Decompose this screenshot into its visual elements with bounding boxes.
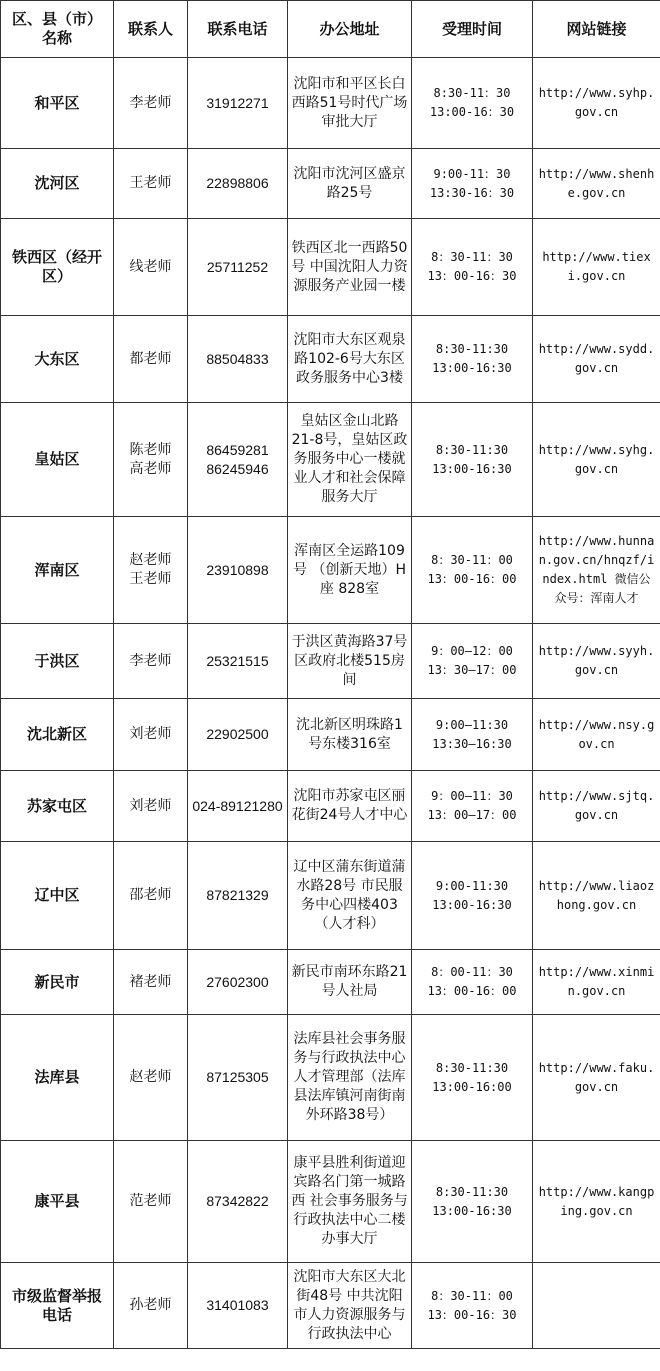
address-cell: 新民市南环东路21号人社局 (288, 950, 412, 1015)
contact-name: 陈老师 (129, 441, 172, 458)
table-row (1, 517, 660, 624)
website-link[interactable]: http://www.syhp.gov.cn (533, 58, 660, 149)
hours-line: 8：30-11：00 (431, 553, 513, 567)
contact-cell (114, 842, 188, 950)
contact-cell (114, 403, 188, 517)
website-link[interactable]: http://www.sydd.gov.cn (533, 316, 660, 403)
hours-line: 9：00—12：00 (431, 644, 513, 658)
hours-line: 13:00-16：30 (429, 105, 515, 119)
hours-cell (412, 517, 533, 624)
address-cell: 浑南区全运路109号 （创新天地）H座 828室 (288, 517, 412, 624)
address-cell: 沈阳市和平区长白西路51号时代广场审批大厅 (288, 58, 412, 149)
hours-line: 8：00-11：30 (431, 965, 513, 979)
phone-number: 27602300 (206, 973, 269, 990)
region-cell: 康平县 (1, 1141, 114, 1263)
hours-line: 13：00-16：00 (427, 572, 517, 586)
hours-cell (412, 219, 533, 316)
table-row (1, 1015, 660, 1141)
hours-line: 13:00-16:30 (432, 461, 512, 476)
hours-cell (412, 58, 533, 149)
contact-cell (114, 1263, 188, 1349)
contact-name: 刘老师 (129, 797, 172, 814)
hours-cell (412, 1141, 533, 1263)
address-cell: 沈阳市大东区观泉路102-6号大东区政务服务中心3楼 (288, 316, 412, 403)
contact-name: 范老师 (129, 1193, 172, 1209)
region-cell: 和平区 (1, 58, 114, 149)
region-cell: 皇姑区 (1, 403, 114, 517)
hours-line: 13:00-16:30 (432, 1203, 512, 1218)
website-link[interactable]: http://www.xinmin.gov.cn (533, 950, 660, 1015)
contact-name: 邵老师 (129, 887, 172, 903)
contact-cell (114, 624, 188, 699)
contact-name: 刘老师 (129, 726, 172, 742)
address-cell: 辽中区蒲东街道蒲水路28号 市民服务中心四楼403（人才科） (288, 842, 412, 950)
phone-cell (188, 624, 288, 699)
hours-line: 13：00-16：00 (427, 984, 517, 998)
contact-cell (114, 517, 188, 624)
region-cell: 辽中区 (1, 842, 114, 950)
region-cell: 市级监督举报电话 (1, 1263, 114, 1349)
table-row (1, 950, 660, 1015)
website-link (533, 1263, 660, 1349)
header-phone: 联系电话 (188, 1, 288, 58)
hours-cell (412, 699, 533, 771)
phone-cell (188, 950, 288, 1015)
phone-cell (188, 1263, 288, 1349)
website-link[interactable]: http://www.liaozhong.gov.cn (533, 842, 660, 950)
table-row (1, 403, 660, 517)
address-cell: 康平县胜利街道迎宾路名门第一城路西 社会事务服务与行政执法中心二楼办事大厅 (288, 1141, 412, 1263)
address-cell: 沈北新区明珠路1号东楼316室 (288, 699, 412, 771)
region-cell: 大东区 (1, 316, 114, 403)
website-link[interactable]: http://www.hunnan.gov.cn/hnqzf/index.html 微信公众号：浑南人才 (533, 517, 660, 624)
phone-cell (188, 842, 288, 950)
hours-cell (412, 842, 533, 950)
table-row (1, 316, 660, 403)
phone-cell (188, 771, 288, 842)
hours-line: 13:30-16：30 (429, 185, 515, 200)
header-row (1, 1, 660, 58)
hours-cell (412, 771, 533, 842)
table-row (1, 624, 660, 699)
website-link[interactable]: http://www.sjtq.gov.cn (533, 771, 660, 842)
header-address: 办公地址 (288, 1, 412, 58)
table-row (1, 219, 660, 316)
hours-line: 8:30-11：30 (433, 86, 511, 100)
phone-cell (188, 1015, 288, 1141)
hours-line: 8：30-11：00 (431, 1288, 513, 1303)
phone-number: 87342822 (206, 1193, 269, 1209)
phone-number: 22902500 (206, 726, 269, 742)
table-row (1, 58, 660, 149)
table-row (1, 771, 660, 842)
contact-cell (114, 771, 188, 842)
hours-line: 8:30-11:30 (435, 342, 509, 356)
hours-cell (412, 624, 533, 699)
address-cell: 皇姑区金山北路21-8号，皇姑区政务服务中心一楼就业人才和社会保障服务大厅 (288, 403, 412, 517)
hours-cell (412, 316, 533, 403)
phone-cell (188, 316, 288, 403)
contact-name: 李老师 (129, 94, 172, 111)
table-row (1, 842, 660, 950)
hours-line: 13:00-16:30 (432, 897, 512, 912)
phone-number: 87821329 (206, 887, 269, 903)
phone-cell (188, 699, 288, 771)
phone-number: 31401083 (206, 1297, 269, 1313)
region-cell: 苏家屯区 (1, 771, 114, 842)
website-link[interactable]: http://www.nsy.gov.cn (533, 699, 660, 771)
contact-name: 李老师 (129, 652, 172, 669)
phone-number: 23910898 (206, 561, 269, 578)
hours-line: 9:00-11：30 (433, 166, 511, 181)
region-cell: 沈河区 (1, 149, 114, 219)
contact-name: 赵老师 (129, 552, 172, 568)
address-cell: 法库县社会事务服务与行政执法中心人才管理部（法库县法库镇河南街南外环路38号） (288, 1015, 412, 1141)
hours-line: 13：00-16：30 (427, 1307, 517, 1322)
contact-cell (114, 58, 188, 149)
contact-cell (114, 1141, 188, 1263)
phone-cell (188, 517, 288, 624)
hours-cell (412, 1015, 533, 1141)
contact-cell (114, 219, 188, 316)
hours-line: 13:00-16:00 (432, 1079, 512, 1094)
contact-cell (114, 950, 188, 1015)
hours-line: 13：30—17：00 (427, 663, 517, 677)
hours-line: 9:00—11:30 (435, 717, 509, 732)
phone-number: 22898806 (206, 175, 269, 191)
address-cell: 于洪区黄海路37号区政府北楼515房间 (288, 624, 412, 699)
header-website: 网站链接 (533, 1, 660, 58)
phone-cell (188, 58, 288, 149)
region-cell: 铁西区（经开区） (1, 219, 114, 316)
hours-cell (412, 1263, 533, 1349)
contact-name: 王老师 (129, 571, 172, 587)
hours-line: 8:30-11:30 (435, 442, 509, 457)
hours-line: 13:30—16:30 (432, 736, 512, 751)
region-cell: 浑南区 (1, 517, 114, 624)
address-cell: 沈阳市大东区大北街48号 中共沈阳市人力资源服务与行政执法中心 (288, 1263, 412, 1349)
hours-cell (412, 403, 533, 517)
contact-name: 孙老师 (129, 1297, 172, 1313)
phone-number: 87125305 (206, 1069, 269, 1085)
hours-line: 9：00—11：30 (431, 789, 513, 803)
phone-number: 88504833 (206, 350, 269, 367)
header-contact: 联系人 (114, 1, 188, 58)
hours-line: 8:30-11:30 (435, 1060, 509, 1075)
hours-line: 8：30-11：30 (431, 250, 513, 264)
phone-number: 31912271 (206, 94, 269, 111)
phone-cell (188, 219, 288, 316)
table-row (1, 699, 660, 771)
phone-number: 25711252 (206, 258, 269, 275)
hours-line: 9:00-11:30 (435, 878, 509, 893)
website-link[interactable]: http://www.shenhe.gov.cn (533, 149, 660, 219)
contact-name: 线老师 (129, 258, 172, 275)
header-region: 区、县（市）名称 (1, 1, 114, 58)
hours-line: 13:00-16:30 (432, 361, 512, 375)
region-cell: 于洪区 (1, 624, 114, 699)
contact-name: 王老师 (129, 175, 172, 191)
hours-line: 13：00—17：00 (427, 808, 517, 822)
phone-cell (188, 149, 288, 219)
contact-name: 高老师 (129, 460, 172, 477)
phone-cell (188, 403, 288, 517)
contact-name: 都老师 (129, 350, 172, 367)
region-cell: 沈北新区 (1, 699, 114, 771)
contact-name: 褚老师 (129, 973, 172, 990)
contact-cell (114, 149, 188, 219)
region-cell: 法库县 (1, 1015, 114, 1141)
website-link[interactable]: http://www.tiexi.gov.cn (533, 219, 660, 316)
phone-number: 024-89121280 (192, 797, 283, 814)
website-link[interactable]: http://www.syyh.gov.cn (533, 624, 660, 699)
website-link[interactable]: http://www.kangping.gov.cn (533, 1141, 660, 1263)
website-link[interactable]: http://www.syhg.gov.cn (533, 403, 660, 517)
contact-cell (114, 1015, 188, 1141)
region-cell: 新民市 (1, 950, 114, 1015)
phone-number: 25321515 (206, 652, 269, 669)
address-cell: 沈阳市沈河区盛京路25号 (288, 149, 412, 219)
address-cell: 铁西区北一西路50号 中国沈阳人力资源服务产业园一楼 (288, 219, 412, 316)
hours-line: 13：00-16：30 (427, 269, 517, 283)
address-cell: 沈阳市苏家屯区丽花街24号人才中心 (288, 771, 412, 842)
table-row (1, 1263, 660, 1349)
hours-cell (412, 950, 533, 1015)
hours-cell (412, 149, 533, 219)
contact-cell (114, 699, 188, 771)
website-link[interactable]: http://www.faku.gov.cn (533, 1015, 660, 1141)
table-row (1, 149, 660, 219)
hours-line: 8:30-11:30 (435, 1184, 509, 1199)
header-hours: 受理时间 (412, 1, 533, 58)
phone-number: 86459281 (206, 441, 269, 458)
contact-name: 赵老师 (129, 1069, 172, 1085)
contact-cell (114, 316, 188, 403)
phone-number: 86245946 (206, 460, 269, 477)
phone-cell (188, 1141, 288, 1263)
table-row (1, 1141, 660, 1263)
